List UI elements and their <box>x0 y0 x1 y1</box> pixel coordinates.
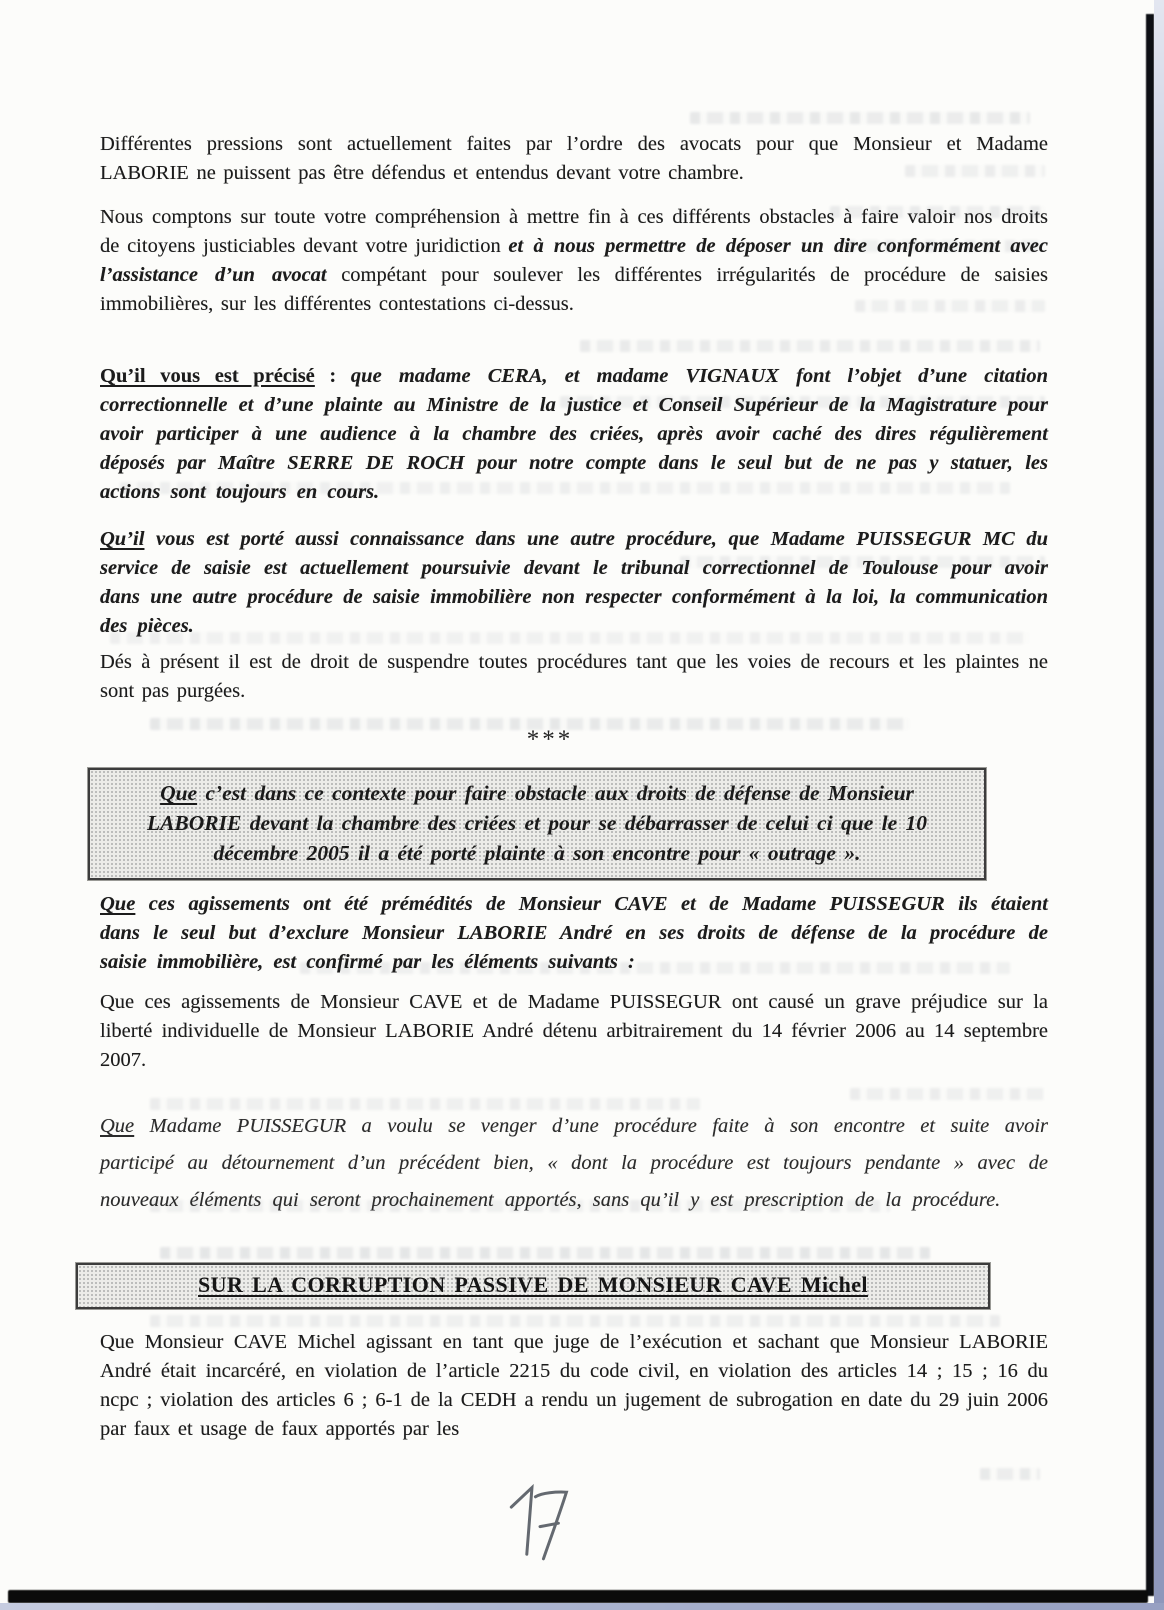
colon: : <box>314 365 351 387</box>
paragraph-text: vous est porté aussi connaissance dans une autre procédure, que Madame PUISSEGUR MC du service de saisie est actuellement poursuivie devant le tribunal correctionnel de Toulouse pour avoir dans une autre procédure de saisie immobilière non respecter conformément à la loi, la communication des pièces. <box>100 528 1048 637</box>
bleed-through-line <box>160 1247 930 1259</box>
scan-background-right <box>1154 0 1164 1610</box>
paragraph-text: Différentes pressions sont actuellement faites par l’ordre des avocats pour que Monsieur et Madame LABORIE ne puissent pas être défendus et entendus devant votre chambre. <box>100 133 1048 184</box>
paragraph-prejudice <box>100 988 1048 1075</box>
paragraph-text: Nous comptons sur toute votre compréhension à mettre fin à ces différents obstacles à faire valoir nos droits de citoyens justiciables devant votre juridiction <box>100 206 1048 257</box>
handwritten-17-strokes <box>505 1483 575 1568</box>
paragraph-jugement-subrogation <box>100 1328 1048 1444</box>
section-heading-text: SUR LA CORRUPTION PASSIVE DE MONSIEUR CAVE Michel <box>198 1272 868 1297</box>
underlined-lead: Qu’il <box>100 528 145 550</box>
paragraph-puissegur-poursuite <box>100 525 1048 641</box>
paragraph-text: compétant pour soulever les différentes irrégularités de procédure de saisies immobilières, sur les différentes contestations ci-dessus. <box>100 264 1049 315</box>
scan-edge-right <box>1146 14 1154 1596</box>
scan-edge-bottom <box>8 1590 1148 1603</box>
paragraph-premeditation <box>100 890 1048 977</box>
boxed-note-outrage <box>88 768 986 880</box>
emphasized-text: et à nous permettre de déposer un dire conformément avec l’assistance d’un avocat <box>100 235 1048 286</box>
boxed-note-text: c’est dans ce contexte pour faire obstacle aux droits de défense de Monsieur LABORIE devant la chambre des criées et pour se débarrasser de celui ci que le 10 décembre 2005 il a été porté plainte à son encontre pour « outrage ». <box>146 781 928 865</box>
underlined-lead: Que <box>100 1115 135 1137</box>
section-heading-corruption <box>76 1263 990 1309</box>
paragraph-text: Dés à présent il est de droit de suspendre toutes procédures tant que les voies de recours et les plaintes ne sont pas purgées. <box>100 651 1048 702</box>
asterisk-separator: *** <box>526 726 574 753</box>
bleed-through-line <box>850 1088 1045 1100</box>
bleed-through-line <box>580 340 1040 352</box>
paragraph-text: ces agissements ont été prémédités de Monsieur CAVE et de Madame PUISSEGUR ils étaient dans le seul but d’exclure Monsieur LABORIE André en ses droits de défense de la procédure de saisie immobilière, est confirmé par les éléments suivants : <box>100 893 1048 973</box>
paragraph-comprehension <box>100 203 1048 319</box>
paragraph-text: que madame CERA, et madame VIGNAUX font l’objet d’une citation correctionnelle et d’une plainte au Ministre de la justice et Conseil Supérieur de la Magistrature pour avoir participer à une audience à la chambre des criées, après avoir caché des dires régulièrement déposés par Maître SERRE DE ROCH pour notre compte dans le seul but de ne pas y statuer, les actions sont toujours en cours. <box>100 365 1048 503</box>
page-number-value <box>505 1568 506 1569</box>
underlined-lead: Que <box>160 781 198 805</box>
underlined-lead: Que <box>100 893 136 915</box>
paragraph-pressions <box>100 130 1048 188</box>
underlined-lead: Qu’il vous est précisé <box>100 365 315 387</box>
paragraph-precision <box>100 362 1048 507</box>
bleed-through-line <box>690 112 1030 124</box>
bleed-through-line <box>980 1468 1040 1480</box>
scan-background-bottom <box>0 1603 1164 1610</box>
bleed-through-line <box>150 1315 1000 1327</box>
paragraph-text: Que Monsieur CAVE Michel agissant en tant que juge de l’exécution et sachant que Monsieur LABORIE André était incarcéré, en violation de l’article 2215 du code civil, en violation des articles 14 ; 15 ; 16 du ncpc ; violation des articles 6 ; 6-1 de la CEDH a rendu un jugement de subrogation en date du 29 juin 2006 par faux et usage de faux apportés par les <box>100 1331 1048 1440</box>
paragraph-suspension <box>100 648 1048 706</box>
paragraph-text: Madame PUISSEGUR a voulu se venger d’une procédure faite à son encontre et suite avoir participé au détournement d’un précédent bien, « dont la procédure est toujours pendante » avec de nouveaux éléments qui seront prochainement apportés, sans qu’il y est prescription de la procédure. <box>100 1115 1048 1211</box>
paragraph-text: Que ces agissements de Monsieur CAVE et de Madame PUISSEGUR ont causé un grave préjudice sur la liberté individuelle de Monsieur LABORIE André détenu arbitrairement du 14 février 2006 au 14 septembre 2007. <box>100 991 1048 1071</box>
handwritten-page-number <box>505 1483 575 1568</box>
paragraph-vengeance <box>100 1108 1048 1219</box>
